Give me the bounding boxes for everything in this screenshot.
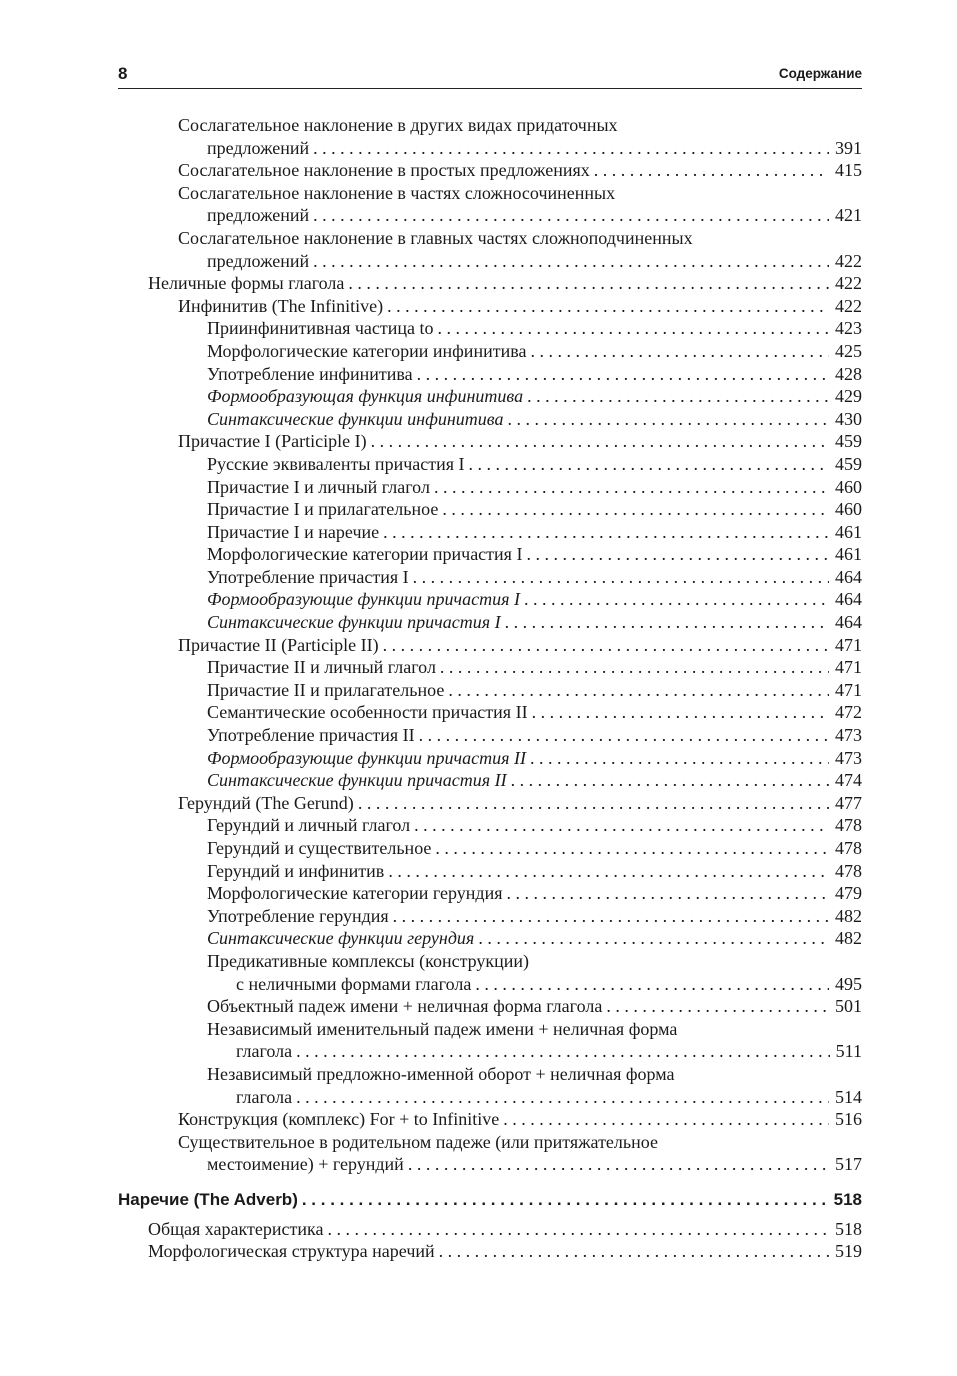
table-of-contents (118, 114, 862, 1263)
toc-page-number: 501 (835, 996, 862, 1017)
toc-entry[interactable] (118, 679, 862, 702)
toc-page-number: 474 (835, 770, 862, 791)
toc-entry-text: предложений (207, 137, 310, 158)
toc-page-number: 425 (835, 340, 862, 361)
toc-page-number: 460 (835, 476, 862, 497)
toc-page-number: 517 (835, 1154, 862, 1175)
toc-entry-text: Морфологические категории герундия (207, 883, 503, 904)
toc-entry[interactable] (118, 1018, 862, 1063)
toc-page-number: 519 (835, 1241, 862, 1262)
toc-page-number: 422 (835, 273, 862, 294)
toc-entry-text: Неличные формы глагола (148, 273, 345, 294)
toc-page-number: 464 (835, 589, 862, 610)
toc-entry-text: Морфологическая структура наречий (148, 1241, 435, 1262)
toc-entry-text: Морфологические категории инфинитива (207, 340, 527, 361)
toc-entry[interactable] (118, 317, 862, 340)
toc-entry-text: Употребление причастия II (207, 725, 415, 746)
toc-entry-text: глагола (236, 1041, 293, 1062)
toc-entry-text: Употребление инфинитива (207, 363, 413, 384)
toc-entry-text: Сослагательное наклонение в частях сложносочиненных (178, 182, 616, 203)
toc-page-number: 429 (835, 386, 862, 407)
toc-entry[interactable] (118, 814, 862, 837)
toc-page-number: 415 (835, 160, 862, 181)
toc-page-number: 511 (835, 1041, 862, 1062)
toc-page-number: 422 (835, 295, 862, 316)
toc-entry[interactable] (118, 837, 862, 860)
toc-page-number: 478 (835, 860, 862, 881)
toc-page-number: 471 (835, 679, 862, 700)
toc-entry-text: Формообразующие функции причастия II (207, 747, 526, 768)
toc-entry-text: Употребление герундия (207, 905, 389, 926)
toc-page-number: 464 (835, 566, 862, 587)
toc-page-number: 461 (835, 544, 862, 565)
toc-page-number: 472 (835, 702, 862, 723)
toc-entry-text: Независимый предложно-именной оборот + неличная форма (207, 1063, 675, 1084)
toc-page-number: 391 (835, 137, 862, 158)
toc-page-number: 421 (835, 205, 862, 226)
toc-page-number: 516 (835, 1109, 862, 1130)
toc-page-number: 428 (835, 363, 862, 384)
toc-entry[interactable] (118, 701, 862, 724)
toc-entry[interactable] (118, 792, 862, 815)
toc-entry[interactable] (118, 882, 862, 905)
chapter-title: Наречие (The Adverb) (118, 1189, 298, 1209)
toc-page-number: 479 (835, 883, 862, 904)
toc-entry-text: Герундий и инфинитив (207, 860, 385, 881)
toc-entry[interactable] (118, 1108, 862, 1131)
toc-entry-text: Синтаксические функции причастия II (207, 770, 507, 791)
toc-entry[interactable] (118, 1218, 862, 1241)
toc-page-number: 473 (835, 725, 862, 746)
toc-entry-text: Предикативные комплексы (конструкции) (207, 950, 530, 971)
toc-entry-text: Причастие II и прилагательное (207, 679, 445, 700)
toc-page-number: 495 (835, 973, 862, 994)
toc-entry-text: Синтаксические функции инфинитива (207, 408, 504, 429)
toc-entry-text: Синтаксические функции причастия I (207, 612, 501, 633)
toc-entry-text: местоимение) + герундий (207, 1154, 404, 1175)
toc-entry[interactable] (118, 521, 862, 544)
toc-entry[interactable] (118, 1240, 862, 1263)
running-title: Содержание (778, 66, 862, 81)
toc-chapter-heading[interactable] (118, 1189, 862, 1212)
toc-entry[interactable] (118, 860, 862, 883)
toc-page-number: 482 (835, 905, 862, 926)
toc-page-number: 514 (835, 1086, 862, 1107)
toc-entry-text: Конструкция (комплекс) For + to Infinitive (178, 1109, 500, 1130)
toc-page-number: 460 (835, 499, 862, 520)
toc-entry[interactable] (118, 724, 862, 747)
toc-page-number: 478 (835, 815, 862, 836)
toc-entry[interactable] (118, 227, 862, 272)
toc-page-number: 459 (835, 453, 862, 474)
toc-entry-text: Морфологические категории причастия I (207, 544, 523, 565)
toc-entry-text: Герундий и существительное (207, 838, 432, 858)
toc-entry-text: Семантические особенности причастия II (207, 702, 528, 723)
toc-entry-text: Причастие II (Participle II) (178, 634, 379, 655)
toc-page-number: 482 (835, 928, 862, 949)
toc-entry[interactable] (118, 566, 862, 589)
toc-entry-text: Формообразующая функция инфинитива (207, 386, 524, 407)
toc-entry[interactable] (118, 340, 862, 363)
running-header (118, 62, 862, 89)
toc-page-number: 461 (835, 521, 862, 542)
toc-entry-text: Причастие I и личный глагол (207, 476, 430, 497)
toc-entry[interactable] (118, 114, 862, 159)
toc-entry-text: Причастие I и прилагательное (207, 499, 439, 520)
toc-entry-text: Причастие I и наречие (207, 521, 380, 542)
page-number: 8 (118, 64, 128, 83)
toc-entry[interactable] (118, 769, 862, 792)
toc-entry[interactable] (118, 927, 862, 950)
toc-entry[interactable] (118, 159, 862, 182)
toc-entry-text: Русские эквиваленты причастия I (207, 453, 465, 474)
toc-entry-text: Формообразующие функции причастия I (207, 589, 520, 610)
toc-page-number: 471 (835, 657, 862, 678)
toc-entry-text: Синтаксические функции герундия (207, 928, 475, 949)
toc-page-number: 459 (835, 431, 862, 452)
toc-entry[interactable] (118, 747, 862, 770)
toc-entry-text: глагола (236, 1086, 293, 1107)
toc-entry[interactable] (118, 363, 862, 386)
toc-entry[interactable] (118, 634, 862, 657)
toc-entry[interactable] (118, 430, 862, 453)
toc-page-number: 423 (835, 318, 862, 339)
toc-entry-text: Употребление причастия I (207, 566, 409, 587)
toc-entry-text: Сослагательное наклонение в главных частях сложноподчиненных (178, 227, 693, 248)
toc-entry[interactable] (118, 905, 862, 928)
toc-entry[interactable] (118, 453, 862, 476)
toc-entry[interactable] (118, 995, 862, 1018)
toc-entry-text: Сослагательное наклонение в простых предложениях (178, 160, 590, 181)
toc-entry[interactable] (118, 588, 862, 611)
toc-page-number: 473 (835, 747, 862, 768)
toc-page-number: 422 (835, 250, 862, 271)
toc-page-number: 471 (835, 634, 862, 655)
toc-entry-text: Приинфинитивная частица to (207, 318, 434, 339)
toc-entry-text: Независимый именительный падеж имени + неличная форма (207, 1018, 678, 1039)
toc-entry[interactable] (118, 295, 862, 318)
toc-page-number: 464 (835, 612, 862, 633)
toc-entry-text: предложений (207, 250, 310, 271)
toc-entry-text: Сослагательное наклонение в других видах придаточных (178, 115, 618, 135)
toc-entry[interactable] (118, 498, 862, 521)
toc-entry-text: Герундий и личный глагол (207, 815, 411, 836)
toc-entry-text: Существительное в родительном падеже (или притяжательное (178, 1131, 658, 1152)
toc-entry-text: Объектный падеж имени + неличная форма глагола (207, 996, 603, 1017)
toc-entry[interactable] (118, 385, 862, 408)
toc-entry[interactable] (118, 1063, 862, 1108)
toc-page-number: 518 (833, 1189, 862, 1209)
toc-entry[interactable] (118, 950, 862, 995)
toc-entry[interactable] (118, 543, 862, 566)
toc-entry[interactable] (118, 611, 862, 634)
toc-entry[interactable] (118, 182, 862, 227)
toc-entry[interactable] (118, 656, 862, 679)
toc-entry-text: Общая характеристика (148, 1218, 324, 1239)
toc-entry-text: Причастие I (Participle I) (178, 431, 367, 452)
toc-entry[interactable] (118, 272, 862, 295)
toc-entry-text: с неличными формами глагола (236, 973, 472, 994)
toc-entry-text: Герундий (The Gerund) (178, 792, 354, 813)
toc-entry-text: Инфинитив (The Infinitive) (178, 295, 384, 316)
toc-entry-text: предложений (207, 205, 310, 226)
toc-entry[interactable] (118, 476, 862, 499)
toc-entry[interactable] (118, 408, 862, 431)
toc-entry[interactable] (118, 1131, 862, 1176)
toc-page-number: 430 (835, 408, 862, 429)
toc-entry-text: Причастие II и личный глагол (207, 657, 436, 678)
toc-page-number: 518 (835, 1218, 862, 1239)
toc-page-number: 477 (835, 792, 862, 813)
toc-page-number: 478 (835, 838, 862, 858)
